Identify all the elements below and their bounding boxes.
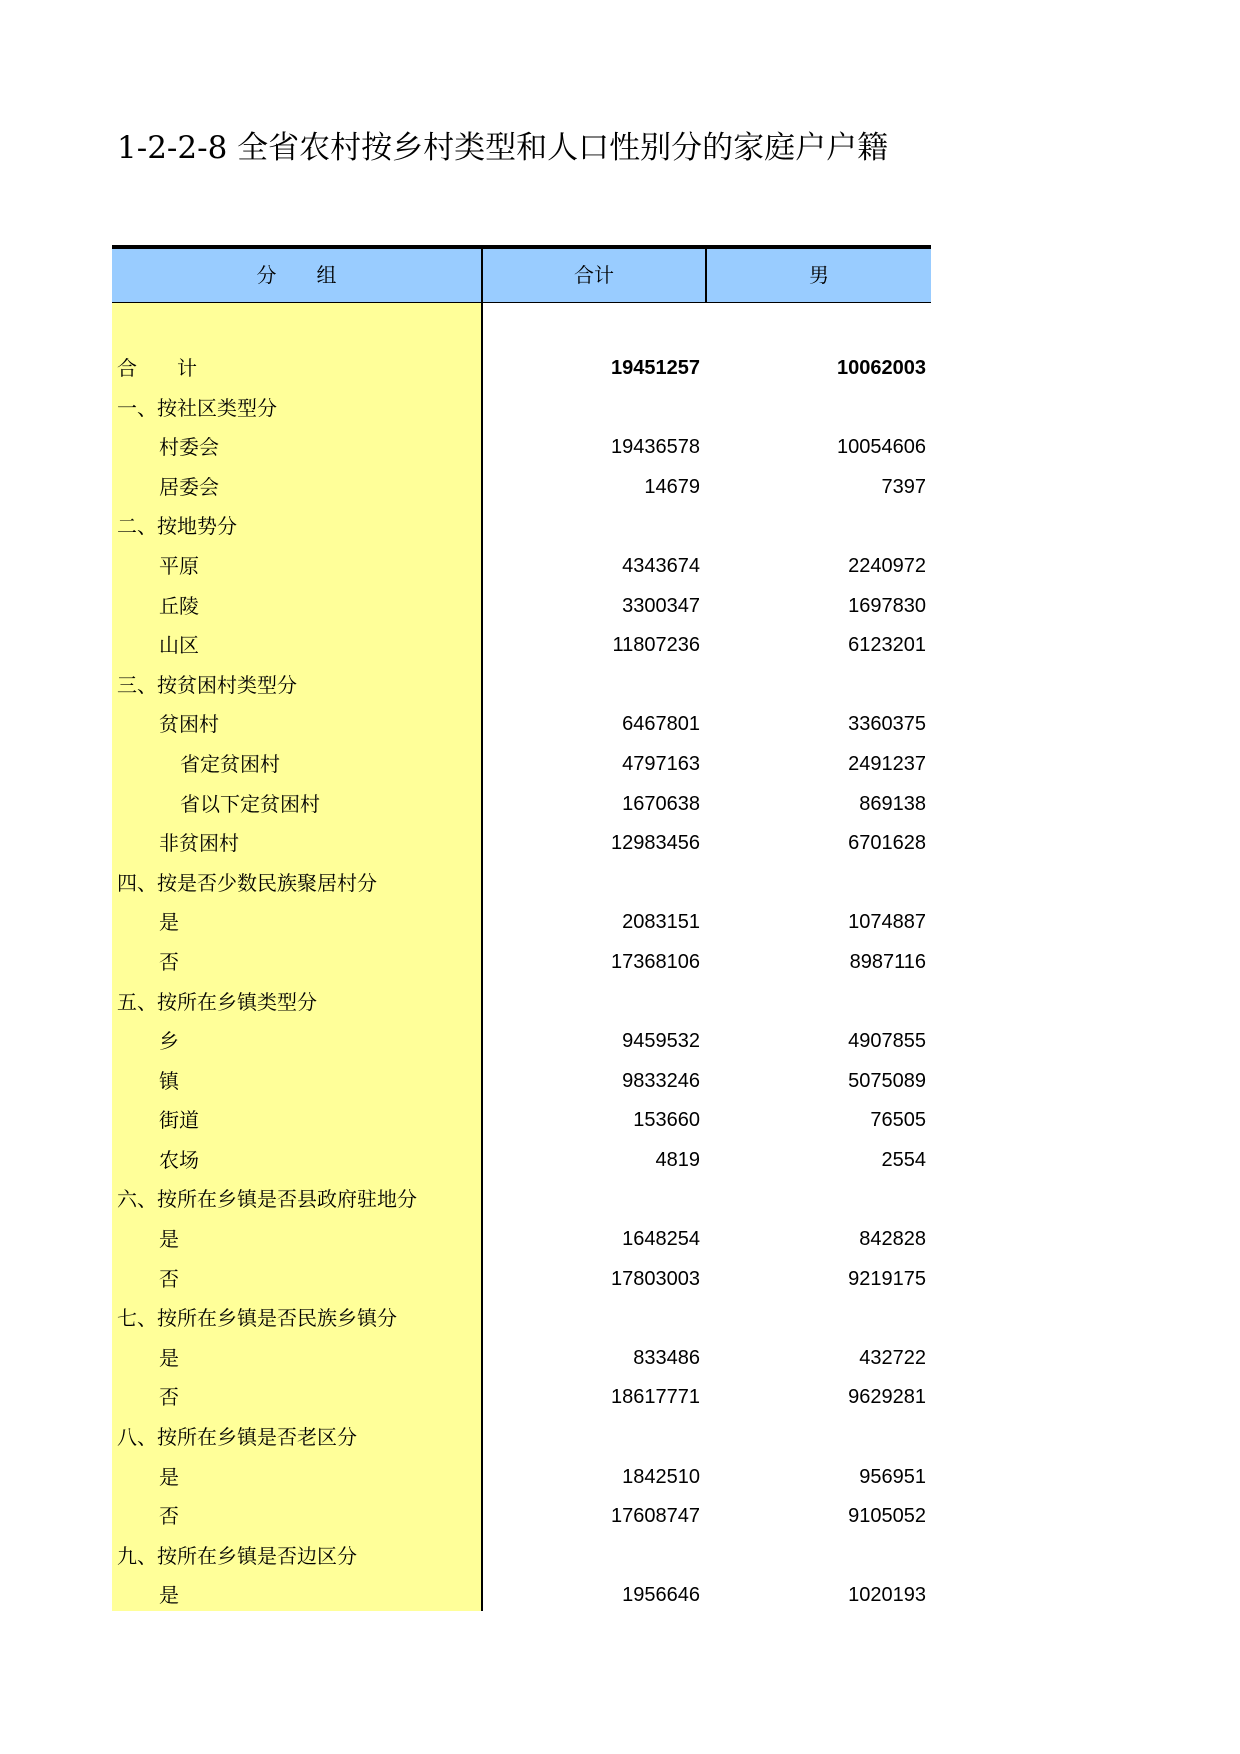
table-row xyxy=(112,785,931,825)
row-label: 农场 xyxy=(159,1147,199,1172)
table-row xyxy=(112,943,931,983)
cell-male xyxy=(707,983,926,1023)
table-row xyxy=(112,983,931,1023)
cell-male: 76505 xyxy=(870,1109,926,1132)
cell-total: 18617771 xyxy=(611,1386,700,1409)
table-row xyxy=(112,389,931,429)
row-label: 一、按社区类型分 xyxy=(117,395,277,420)
table-row xyxy=(112,1458,931,1498)
cell-total: 833486 xyxy=(633,1346,700,1369)
cell-male: 8987116 xyxy=(849,950,926,973)
row-label: 八、按所在乡镇是否老区分 xyxy=(117,1425,357,1450)
cell-total xyxy=(483,1180,700,1220)
table-row xyxy=(112,705,931,745)
row-label: 居委会 xyxy=(159,474,219,499)
cell-male: 10062003 xyxy=(837,357,926,379)
table-row xyxy=(112,428,931,468)
cell-male xyxy=(707,1180,926,1220)
cell-male: 7397 xyxy=(881,475,926,498)
row-label: 九、按所在乡镇是否边区分 xyxy=(117,1543,357,1568)
table-row xyxy=(112,1180,931,1220)
cell-total: 17608747 xyxy=(611,1505,700,1528)
table-row xyxy=(112,903,931,943)
cell-total: 6467801 xyxy=(622,713,700,736)
header-total: 合计 xyxy=(483,249,707,302)
cell-total: 11807236 xyxy=(612,634,700,657)
header-group: 分 组 xyxy=(112,249,483,302)
table-row xyxy=(112,1141,931,1181)
cell-male xyxy=(707,666,926,706)
cell-total xyxy=(483,666,700,706)
table-row xyxy=(112,1299,931,1339)
table-row xyxy=(112,1418,931,1458)
row-label: 是 xyxy=(159,1583,179,1608)
table-row xyxy=(112,1062,931,1102)
data-table xyxy=(112,245,931,1611)
row-label: 否 xyxy=(159,1504,179,1529)
cell-male: 842828 xyxy=(859,1228,926,1251)
cell-male: 9219175 xyxy=(848,1267,926,1290)
cell-total: 17803003 xyxy=(611,1267,700,1290)
cell-total xyxy=(483,1418,700,1458)
cell-male: 9105052 xyxy=(848,1505,926,1528)
row-label: 是 xyxy=(159,910,179,935)
row-label: 四、按是否少数民族聚居村分 xyxy=(117,870,377,895)
cell-total: 9459532 xyxy=(622,1030,700,1053)
table-row xyxy=(112,824,931,864)
row-label: 是 xyxy=(159,1345,179,1370)
cell-total: 14679 xyxy=(644,475,700,498)
table-row xyxy=(112,587,931,627)
row-label: 非贫困村 xyxy=(159,831,239,856)
cell-total xyxy=(483,1299,700,1339)
table-row xyxy=(112,547,931,587)
cell-male xyxy=(707,1418,926,1458)
row-label: 是 xyxy=(159,1227,179,1252)
table-row xyxy=(112,1101,931,1141)
row-label: 合 计 xyxy=(117,356,197,380)
row-label: 山区 xyxy=(159,633,199,658)
cell-total: 1648254 xyxy=(622,1228,700,1251)
row-label: 乡 xyxy=(159,1029,179,1054)
table-row xyxy=(112,1220,931,1260)
cell-male: 9629281 xyxy=(848,1386,926,1409)
row-label: 七、按所在乡镇是否民族乡镇分 xyxy=(117,1306,397,1331)
cell-male: 10054606 xyxy=(837,436,926,459)
cell-total: 2083151 xyxy=(622,911,700,934)
cell-male: 869138 xyxy=(859,792,926,815)
table-row xyxy=(112,1260,931,1300)
cell-total: 1842510 xyxy=(622,1465,700,1488)
cell-male xyxy=(707,389,926,429)
table-row xyxy=(112,468,931,508)
row-label: 镇 xyxy=(159,1068,179,1093)
cell-male: 1697830 xyxy=(848,594,926,617)
cell-total: 1670638 xyxy=(622,792,700,815)
header-male: 男 xyxy=(809,263,829,287)
table-title: 1-2-2-8 全省农村按乡村类型和人口性别分的家庭户户籍 xyxy=(117,130,889,166)
table-row xyxy=(112,626,931,666)
table-row xyxy=(112,745,931,785)
cell-total: 9833246 xyxy=(622,1069,700,1092)
cell-male xyxy=(707,864,926,904)
row-label: 是 xyxy=(159,1464,179,1489)
row-label: 三、按贫困村类型分 xyxy=(117,672,297,697)
cell-total xyxy=(483,389,700,429)
cell-male: 1074887 xyxy=(848,911,926,934)
row-label: 街道 xyxy=(159,1108,199,1133)
cell-total: 153660 xyxy=(633,1109,700,1132)
row-label: 否 xyxy=(159,1266,179,1291)
table-body xyxy=(112,349,931,1611)
row-label: 村委会 xyxy=(159,435,219,460)
cell-male: 3360375 xyxy=(848,713,926,736)
table-row xyxy=(112,1497,931,1537)
cell-male xyxy=(707,1537,926,1577)
row-label: 贫困村 xyxy=(159,712,219,737)
cell-male: 1020193 xyxy=(848,1584,926,1607)
cell-total: 12983456 xyxy=(611,832,700,855)
cell-male xyxy=(707,507,926,547)
table-row xyxy=(112,1378,931,1418)
cell-total: 4343674 xyxy=(622,554,700,577)
cell-total xyxy=(483,1537,700,1577)
row-label: 二、按地势分 xyxy=(117,514,237,539)
cell-male: 5075089 xyxy=(848,1069,926,1092)
cell-total xyxy=(483,507,700,547)
cell-male: 432722 xyxy=(859,1346,926,1369)
row-label: 六、按所在乡镇是否县政府驻地分 xyxy=(117,1187,417,1212)
cell-total: 3300347 xyxy=(622,594,700,617)
cell-total: 1956646 xyxy=(622,1584,700,1607)
table-row xyxy=(112,507,931,547)
row-label: 否 xyxy=(159,949,179,974)
cell-male: 2554 xyxy=(881,1148,926,1171)
table-row xyxy=(112,349,931,389)
row-label: 省定贫困村 xyxy=(180,751,280,776)
cell-total: 4797163 xyxy=(622,752,700,775)
row-label: 丘陵 xyxy=(159,593,199,618)
cell-total: 19451257 xyxy=(611,357,700,379)
cell-male xyxy=(707,1299,926,1339)
cell-total: 17368106 xyxy=(611,950,700,973)
cell-total xyxy=(483,983,700,1023)
cell-male: 2240972 xyxy=(848,554,926,577)
cell-male: 6701628 xyxy=(848,832,926,855)
row-label: 平原 xyxy=(159,553,199,578)
table-row xyxy=(112,1537,931,1577)
table-row xyxy=(112,666,931,706)
cell-male: 2491237 xyxy=(848,752,926,775)
cell-male: 956951 xyxy=(859,1465,926,1488)
cell-male: 6123201 xyxy=(848,634,926,657)
row-label: 五、按所在乡镇类型分 xyxy=(117,989,317,1014)
cell-total xyxy=(483,864,700,904)
table-row xyxy=(112,1576,931,1611)
cell-total: 19436578 xyxy=(611,436,700,459)
row-label: 省以下定贫困村 xyxy=(180,791,320,816)
table-row xyxy=(112,864,931,904)
cell-male: 4907855 xyxy=(848,1030,926,1053)
table-row xyxy=(112,1022,931,1062)
table-header xyxy=(112,249,931,303)
row-label: 否 xyxy=(159,1385,179,1410)
table-row xyxy=(112,1339,931,1379)
cell-total: 4819 xyxy=(655,1148,700,1171)
